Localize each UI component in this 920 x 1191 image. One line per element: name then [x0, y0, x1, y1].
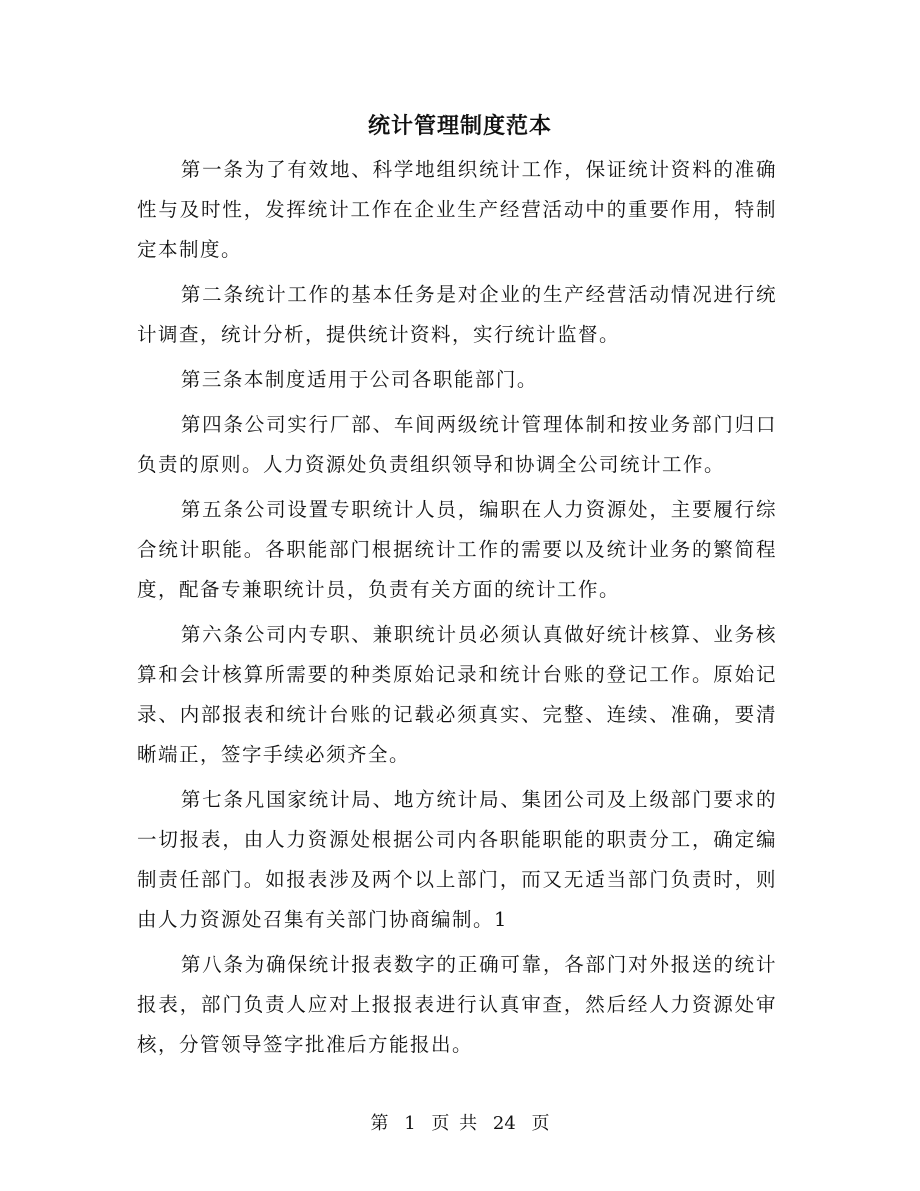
- article-7: 第七条凡国家统计局、地方统计局、集团公司及上级部门要求的一切报表，由人力资源处根据公司内各职能职能的职责分工，确定编制责任部门。如报表涉及两个以上部门，而又无适当部门负责时，则由人力资源处召集有关部门协商编制。1: [137, 788, 777, 931]
- article-8: 第八条为确保统计报表数字的正确可靠，各部门对外报送的统计报表，部门负责人应对上报报表进行认真审查，然后经人力资源处审核，分管领导签字批准后方能报出。: [137, 953, 777, 1056]
- article-3: 第三条本制度适用于公司各职能部门。: [180, 368, 538, 391]
- footer-page-number: 1: [404, 1113, 416, 1134]
- footer-suffix: 页: [531, 1113, 550, 1134]
- article-6: 第六条公司内专职、兼职统计员必须认真做好统计核算、业务核算和会计核算所需要的种类原始记录和统计台账的登记工作。原始记录、内部报表和统计台账的记载必须真实、完整、连续、准确，要清晰端正，签字手续必须齐全。: [137, 623, 777, 766]
- article-1: 第一条为了有效地、科学地组织统计工作，保证统计资料的准确性与及时性，发挥统计工作在企业生产经营活动中的重要作用，特制定本制度。: [137, 158, 777, 261]
- footer-total-pages: 24: [492, 1113, 516, 1134]
- article-5: 第五条公司设置专职统计人员，编职在人力资源处，主要履行综合统计职能。各职能部门根据统计工作的需要以及统计业务的繁简程度，配备专兼职统计员，负责有关方面的统计工作。: [137, 498, 777, 601]
- page-footer: [0, 1110, 920, 1138]
- footer-middle: 页 共: [431, 1113, 478, 1134]
- article-4: 第四条公司实行厂部、车间两级统计管理体制和按业务部门归口负责的原则。人力资源处负责组织领导和协调全公司统计工作。: [137, 413, 777, 476]
- footer-prefix: 第: [370, 1113, 389, 1134]
- article-2: 第二条统计工作的基本任务是对企业的生产经营活动情况进行统计调查，统计分析，提供统计资料，实行统计监督。: [137, 283, 777, 346]
- document-body: [137, 150, 777, 1070]
- document-title: 统计管理制度范本: [367, 113, 552, 139]
